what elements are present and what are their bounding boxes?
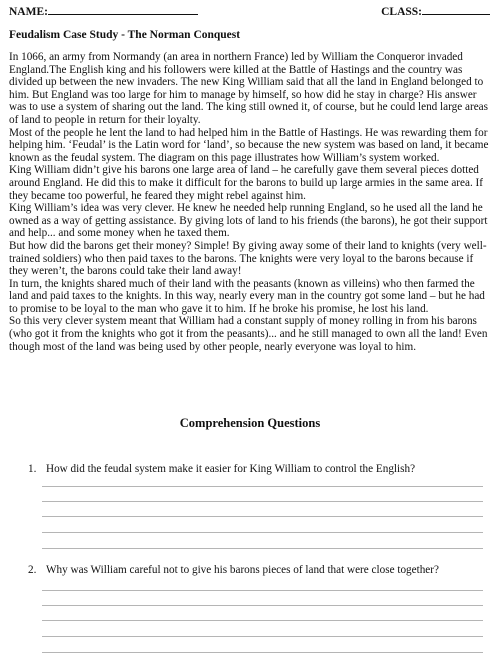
answer-line[interactable]: [42, 636, 483, 637]
case-study-text: [9, 51, 492, 353]
paragraph: King William’s idea was very clever. He knew he needed help running England, so he used all the land he owned as a way of getting assistance. By giving lots of land to his friends (the barons), he got their support and help... and some money when he taxed them.: [9, 202, 488, 240]
class-label: CLASS:: [381, 6, 422, 18]
paragraph: In turn, the knights shared much of their land with the peasants (known as villeins) who then farmed the land and paid taxes to the knights. In this way, nearly every man in the country got some land – but he had to promise to be loyal to the man who gave it to him. If he broke his promise, he lost his land.: [9, 277, 485, 315]
question-text: How did the feudal system make it easier for King William to control the English?: [46, 463, 416, 475]
answer-line[interactable]: [42, 652, 483, 653]
section-title: Comprehension Questions: [179, 416, 321, 430]
worksheet-header: [9, 4, 490, 18]
paragraph: Most of the people he lent the land to had helped him in the Battle of Hastings. He was rewarding them for helping him. ‘Feudal’ is the Latin word for ‘land’, so because the new system was based on land, it became known as the feudal system. The diagram on this page illustrates how William’s system worked.: [9, 126, 489, 164]
paragraph: In 1066, an army from Normandy (an area in northern France) led by William the Conqueror invaded England.The English king and his followers were killed at the Battle of Hastings and the country was divided up between the new invaders. The new King William said that all the land in England belonged to him. But England was too large for him to manage by himself, so how did he stay in charge? His answer was to use a system of sharing out the land. The king still owned it, of course, but he could lend large areas of land to people in return for their loyalty.: [9, 51, 488, 126]
name-field: [9, 4, 198, 18]
answer-line[interactable]: [42, 501, 483, 502]
question-number: 2.: [28, 564, 37, 576]
answer-line[interactable]: [42, 590, 483, 591]
paragraph: But how did the barons get their money? Simple! By giving away some of their land to knights (very well-trained soldiers) who then paid taxes to the barons. The knights were very loyal to the barons because if they weren’t, the barons could take their land away!: [9, 239, 487, 278]
name-blank[interactable]: [48, 4, 198, 15]
class-blank[interactable]: [422, 4, 490, 15]
class-field: [381, 4, 490, 18]
answer-line[interactable]: [42, 605, 483, 606]
question-text: Why was William careful not to give his barons pieces of land that were close together?: [46, 564, 439, 576]
worksheet-title: Feudalism Case Study - The Norman Conquest: [9, 29, 241, 41]
question-1: [28, 463, 415, 475]
paragraph: King William didn’t give his barons one large area of land – he carefully gave them several pieces dotted around England. He did this to make it difficult for the barons to build up large armies in the same area. If they became too powerful, he feared they might rebel against him.: [9, 164, 483, 202]
answer-line[interactable]: [42, 620, 483, 621]
answer-line[interactable]: [42, 516, 483, 517]
answer-line[interactable]: [42, 548, 483, 549]
question-number: 1.: [28, 463, 37, 475]
answer-line[interactable]: [42, 486, 483, 487]
question-2: [28, 564, 439, 576]
answer-line[interactable]: [42, 532, 483, 533]
paragraph: So this very clever system meant that William had a constant supply of money rolling in from his barons (who got it from the knights who got it from the peasants)... and he still managed to own all the land! Even though most of the land was being used by other people, nearly everyone was loyal to him.: [9, 315, 488, 353]
name-label: NAME:: [9, 6, 48, 18]
